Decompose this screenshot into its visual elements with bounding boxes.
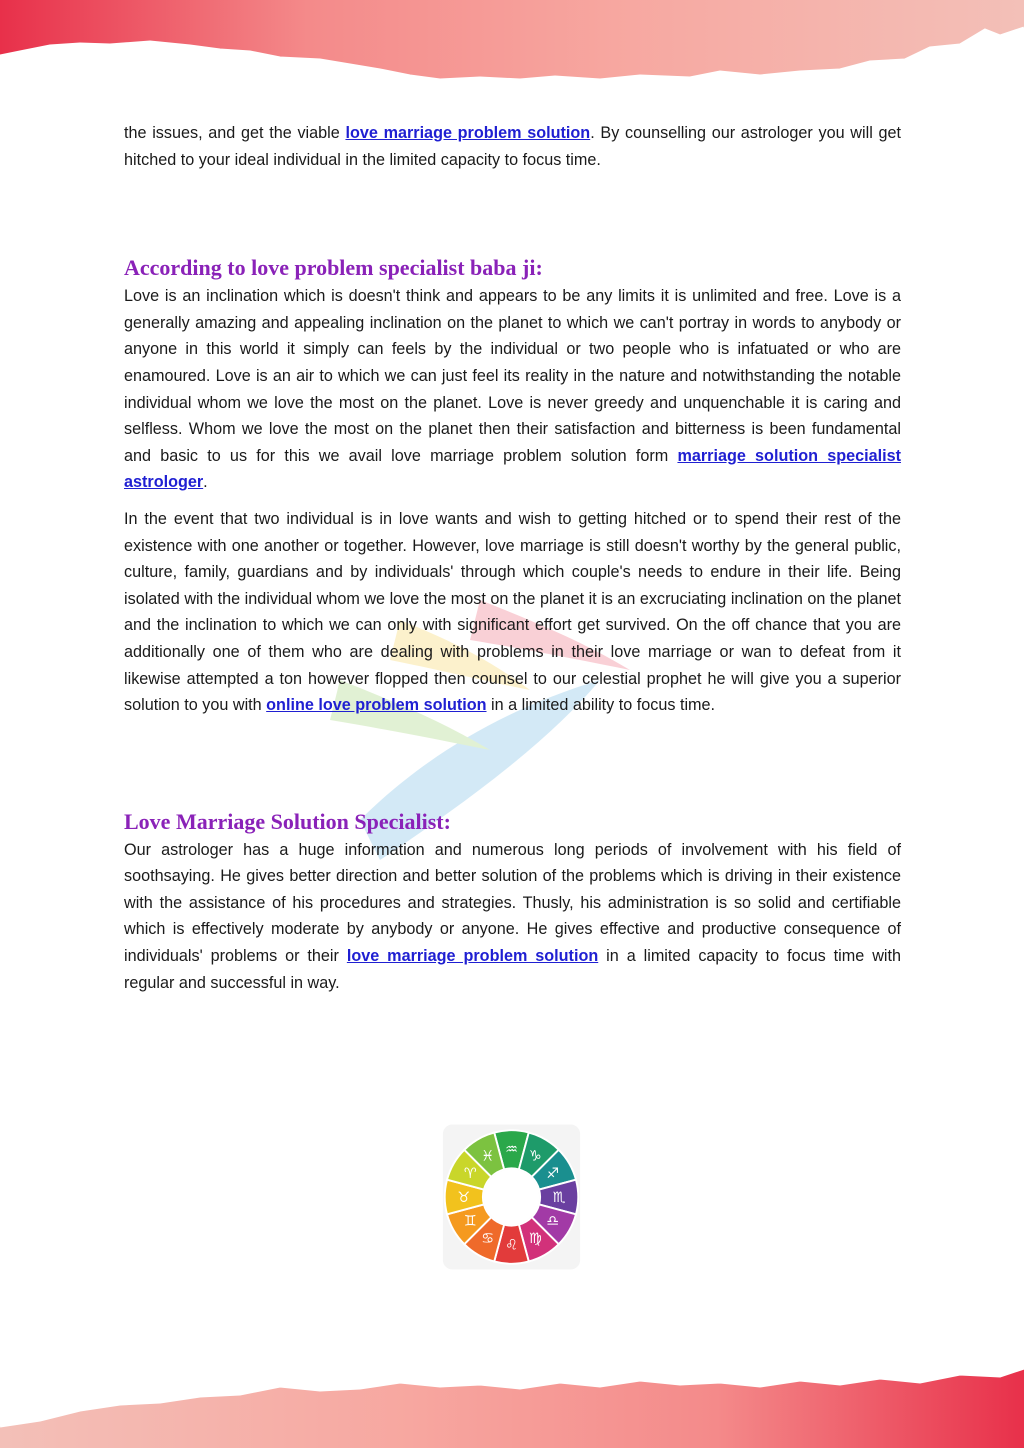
intro-paragraph xyxy=(124,120,901,173)
section1-paragraph-2 xyxy=(124,506,901,719)
zodiac-sign-icon: ♋ xyxy=(481,1231,495,1248)
zodiac-sign-icon: ♓ xyxy=(481,1148,495,1165)
zodiac-sign-icon: ♏ xyxy=(552,1189,566,1206)
section2-p1-end: in a limited capacity to focus time with regular and successful in way. xyxy=(124,947,901,992)
zodiac-sign-icon: ♈ xyxy=(463,1165,477,1182)
zodiac-sign-icon: ♍ xyxy=(528,1231,542,1248)
zodiac-wheel-image xyxy=(440,1122,583,1272)
document-body xyxy=(124,120,901,996)
intro-text-after-link: . By counselling our astrologer you will get hitched to your ideal individual in the limited capacity to focus time. xyxy=(124,124,901,169)
torn-paper-top-banner xyxy=(0,0,1024,95)
section-heading-love-problem-specialist: According to love problem specialist baba ji: xyxy=(124,255,543,281)
section1-paragraph-1 xyxy=(124,283,901,496)
zodiac-sign-icon: ♌ xyxy=(505,1237,518,1254)
section1-p2-end: in a limited ability to focus time. xyxy=(486,696,716,715)
love-marriage-problem-solution-link-2[interactable]: love marriage problem solution xyxy=(346,947,599,966)
zodiac-sign-icon: ♊ xyxy=(463,1213,477,1230)
section1-p1-end: . xyxy=(203,473,208,492)
intro-text-before-link: the issues, and get the viable xyxy=(124,124,346,142)
zodiac-sign-icon: ♉ xyxy=(457,1189,471,1206)
torn-paper-bottom-banner xyxy=(0,1338,1024,1448)
section-heading-love-marriage-solution-specialist: Love Marriage Solution Specialist: xyxy=(124,808,451,834)
zodiac-sign-icon: ♎ xyxy=(546,1213,560,1230)
section2-paragraph-1 xyxy=(124,837,901,997)
section2-p1-text: Our astrologer has a huge information and numerous long periods of involvement with his field of soothsaying. He gives better direction and better solution of the problems which is driving in their existence with the assistance of his procedures and strategies. Thusly, his administration is so solid and certifiable which is effectively moderate by anybody or anyone. He gives effective and productive consequence of individuals' problems or their xyxy=(124,840,901,966)
marriage-solution-specialist-astrologer-link[interactable]: marriage solution specialist astrologer xyxy=(124,446,901,492)
zodiac-sign-icon: ♒ xyxy=(505,1142,518,1159)
section1-p2-text: In the event that two individual is in love wants and wish to getting hitched or to spend their rest of the existence with one another or together. However, love marriage is still doesn't worthy by the general public, culture, family, guardians and by individuals' through which couple's needs to endure in their life. Being isolated with the individual whom we love the most on the planet it is an excruciating inclination on the planet and the inclination to which we can only with significant effort get survived. On the off chance that you are additionally one of them who are dealing with problems in their love marriage or wan to defeat from it likewise attempted a ton however flopped then counsel to our celestial prophet he will give you a superior solution to you with xyxy=(124,509,901,715)
zodiac-sign-icon: ♑ xyxy=(528,1148,542,1165)
love-marriage-problem-solution-link[interactable]: love marriage problem solution xyxy=(345,124,591,142)
zodiac-sign-icon: ♐ xyxy=(546,1165,560,1182)
section1-p1-text: Love is an inclination which is doesn't think and appears to be any limits it is unlimited and free. Love is a generally amazing and appealing inclination on the planet to which we can't portray in words to anybody or anyone in this world it simply can feels by the individual or two people who is infatuated or who are enamoured. Love is an air to which we can just feel its reality in the nature and notwithstanding the notable individual whom we love the most on the planet. Love is never greedy and unquenchable it is caring and selfless. Whom we love the most on the planet then their satisfaction and bitterness is been fundamental and basic to us for this we avail love marriage problem solution form xyxy=(124,287,901,465)
zodiac-center xyxy=(484,1169,539,1224)
online-love-problem-solution-link[interactable]: online love problem solution xyxy=(266,696,487,715)
